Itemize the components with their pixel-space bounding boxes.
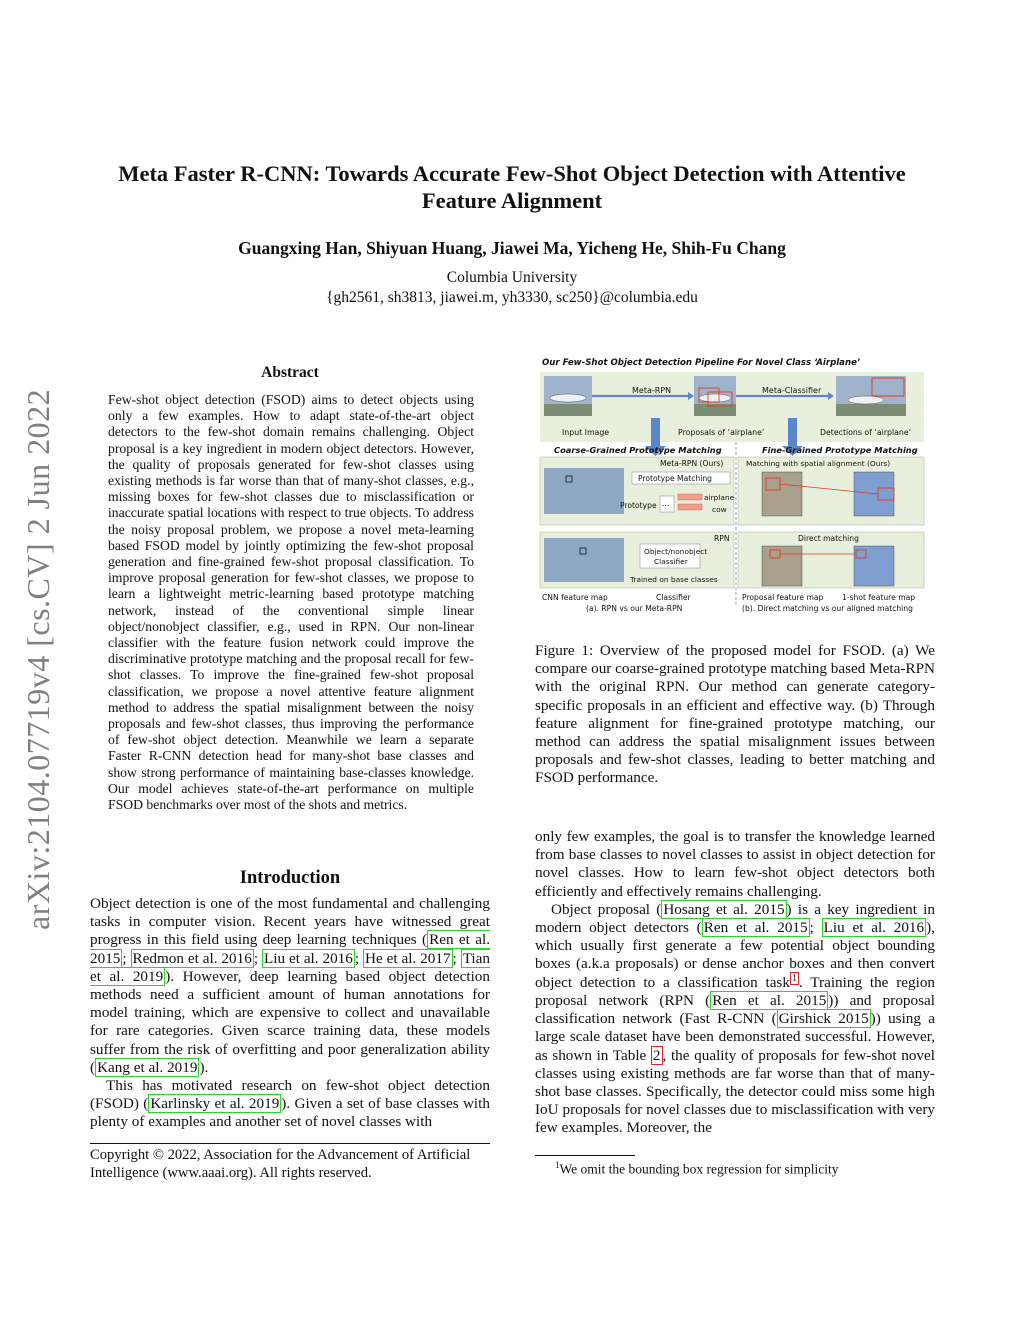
prototype-label: Prototype: [620, 501, 657, 510]
paper-title: [60, 160, 964, 214]
citation-link[interactable]: Karlinsky et al. 2019: [150, 1095, 280, 1113]
citation-link[interactable]: Liu et al. 2016: [823, 919, 925, 937]
footnote-link[interactable]: 1: [791, 972, 797, 984]
table-link[interactable]: 2: [652, 1046, 661, 1064]
citation-link[interactable]: Ren et al. 2015: [703, 919, 808, 937]
classifier-label: Classifier: [656, 593, 691, 602]
footnote-rule: [535, 1155, 635, 1156]
right-column-body: [535, 828, 935, 1138]
cow-label: cow: [712, 505, 727, 514]
objnon-label-2: Classifier: [654, 557, 688, 566]
footnote-mark: 1: [555, 1160, 560, 1170]
affiliation-block: [60, 268, 964, 308]
fine-grained-title: Fine-Grained Prototype Matching: [762, 445, 918, 455]
shot-grid-2: [854, 546, 894, 586]
shot-grid-1: [854, 472, 894, 516]
subcaption-a: (a). RPN vs our Meta-RPN: [586, 604, 683, 613]
direct-matching-label: Direct matching: [798, 534, 859, 543]
meta-rpn-ours-label: Meta-RPN (Ours): [660, 459, 724, 468]
title-line-2: Feature Alignment: [421, 188, 603, 213]
airplane-label: airplane: [704, 493, 735, 502]
rpn-label: RPN: [714, 534, 730, 543]
citation-link[interactable]: Tian et al. 2019: [90, 949, 490, 985]
rpn-feature-thumbnail: [544, 538, 624, 582]
input-image-thumbnail: [544, 376, 592, 416]
proposal-feature-map-label: Proposal feature map: [742, 593, 824, 602]
citation-link[interactable]: Kang et al. 2019: [97, 1058, 198, 1076]
intro-paragraph-2: This has motivated research on few-shot object detection (FSOD) ( Karlinsky et al. 2019 ). Given a set of base classes with plenty of examples and another set of novel classes with: [90, 1077, 490, 1131]
coarse-grained-title: Coarse-Grained Prototype Matching: [554, 445, 722, 455]
affiliation: Columbia University: [446, 269, 578, 286]
trained-on-label: Trained on base classes: [630, 575, 718, 584]
objnon-label-1: Object/nonobject: [644, 547, 708, 556]
abstract-text: Few-shot object detection (FSOD) aims to detect objects using only a few examples. How to adapt state-of-the-art object detectors to the few-shot domain remains challenging. Object proposal is a key ingredient in modern object detectors. However, the quality of proposals generated for few-shot classes using existing methods is far worse than that of many-shot classes, e.g., missing boxes for few-shot classes due to misclassification or inaccurate spatial locations with respect to true objects. To address the noisy proposal problem, we propose a novel meta-learning based FSOD model by jointly optimizing the few-shot proposal generation and fine-grained few-shot proposal classification. To improve proposal generation for few-shot classes, we propose to learn a lightweight metric-learning based prototype matching network, instead of the conventional simple linear object/nonobject classifier, e.g., used in RPN. Our non-linear classifier with the feature fusion network could improve the discriminative prototype matching and the proposal recall for few-shot classes. To improve the fine-grained few-shot proposal classification, we propose a novel attentive feature alignment method to address the spatial misalignment between the noisy proposals and few-shot classes, thus improving the performance of few-shot object detection. Meanwhile we learn a separate Faster R-CNN detection head for many-shot base classes and show strong performance of maintaining base-classes knowledge. Our model achieves state-of-the-art performance on multiple FSOD benchmarks over most of the shots and metrics.: [108, 392, 474, 813]
footnote-text: We omit the bounding box regression for simplicity: [559, 1161, 839, 1177]
arxiv-identifier: arXiv:2104.07719v4 [cs.CV] 2 Jun 2022: [20, 388, 56, 930]
emails: {gh2561, sh3813, jiawei.m, yh3330, sc250}@columbia.edu: [326, 289, 698, 306]
input-image-label: Input Image: [562, 428, 610, 437]
pipeline-title: Our Few-Shot Object Detection Pipeline For Novel Class ‘Airplane’: [542, 358, 861, 368]
detections-thumbnail: [836, 376, 906, 416]
intro-paragraph-4: Object proposal ( Hosang et al. 2015 ) is a key ingredient in modern object detectors ( Ren et al. 2015 ; Liu et al. 2016 ), which usually first generate a few potential object bounding boxes (a.k.a proposals) or dense anchor boxes and then convert object detection to a classification task $^1$ . Training the region proposal network (RPN ( Ren et al. 2015 )) and proposal classification network (Fast R-CNN ( Girshick 2015 )) using a large scale dataset have been demonstrated successful. However, as shown in Table 2 , the quality of proposals for few-shot novel classes using existing methods are far worse than that of many-shot base classes. Specifically, the detector could miss some high IoU proposals for novel classes due to misclassification with very few examples. Moreover, the: [535, 900, 936, 1137]
citation-link[interactable]: Ren et al. 2015: [90, 931, 490, 967]
figure-1: [536, 352, 936, 617]
subcaption-b: (b). Direct matching vs our aligned matching: [742, 604, 913, 613]
title-line-1: Meta Faster R-CNN: Towards Accurate Few-Shot Object Detection with Attentive: [118, 161, 906, 186]
citation-link[interactable]: Redmon et al. 2016: [132, 949, 252, 967]
footnote: [555, 1160, 839, 1178]
align-ours-label: Matching with spatial alignment (Ours): [746, 459, 891, 468]
citation-link[interactable]: Ren et al. 2015: [712, 991, 827, 1009]
intro-paragraph-3: only few examples, the goal is to transfer the knowledge learned from base classes to novel classes to assist in object detection for novel classes. How to learn few-shot object detectors both efficiently and effectively remains challenging.: [535, 828, 935, 900]
authors: Guangxing Han, Shiyuan Huang, Jiawei Ma, Yicheng He, Shih-Fu Chang: [238, 238, 786, 258]
left-column-body: [90, 895, 490, 1132]
proposal-grid-1: [762, 472, 802, 516]
meta-rpn-label: Meta-RPN: [632, 386, 672, 395]
meta-classifier-label: Meta-Classifier: [762, 386, 822, 395]
citation-link[interactable]: Girshick 2015: [778, 1010, 869, 1028]
feature-map-thumbnail: [544, 468, 624, 514]
citation-link[interactable]: He et al. 2017: [365, 949, 451, 967]
copyright-notice: Copyright © 2022, Association for the Advancement of Artificial Intelligence (www.aaai.org). All rights reserved.: [90, 1143, 490, 1182]
proposals-thumbnail: [694, 376, 736, 416]
prototype-matching-label: Prototype Matching: [638, 474, 712, 483]
proposal-grid-2: [762, 546, 802, 586]
citation-link[interactable]: Liu et al. 2016: [263, 949, 353, 967]
prototype-ellipsis: ...: [662, 499, 670, 508]
citation-link[interactable]: Hosang et al. 2015: [663, 900, 785, 918]
abstract-heading: Abstract: [261, 364, 319, 381]
intro-paragraph-1: Object detection is one of the most fundamental and challenging tasks in computer vision. Recent years have witnessed great progress in this field using deep learning techniques ( Ren et al. 2015 ; Redmon et al. 2016 ; Liu et al. 2016 ; He et al. 2017 ; Tian et al. 2019 ). However, deep learning based object detection methods need a sufficient amount of human annotations for model training, which are expensive to collect and unavailable for rare categories. Given scarce training data, these models suffer from the risk of overfitting and poor generalization ability ( Kang et al. 2019 ).: [90, 895, 490, 1076]
proposals-label: Proposals of ‘airplane’: [678, 428, 765, 437]
cnn-feature-map-label: CNN feature map: [542, 593, 608, 602]
one-shot-feature-map-label: 1-shot feature map: [842, 593, 916, 602]
figure-1-caption: Figure 1: Overview of the proposed model for FSOD. (a) We compare our coarse-grained prototype matching based Meta-RPN with the original RPN. Our method can generate category-specific proposals in an efficient and effective way. (b) Through feature alignment for fine-grained prototype matching, our method can address the spatial misalignment issues between proposals and few-shot classes, leading to better matching and FSOD performance.: [535, 642, 935, 787]
detections-label: Detections of ‘airplane’: [820, 428, 912, 437]
introduction-heading: Introduction: [239, 868, 341, 888]
